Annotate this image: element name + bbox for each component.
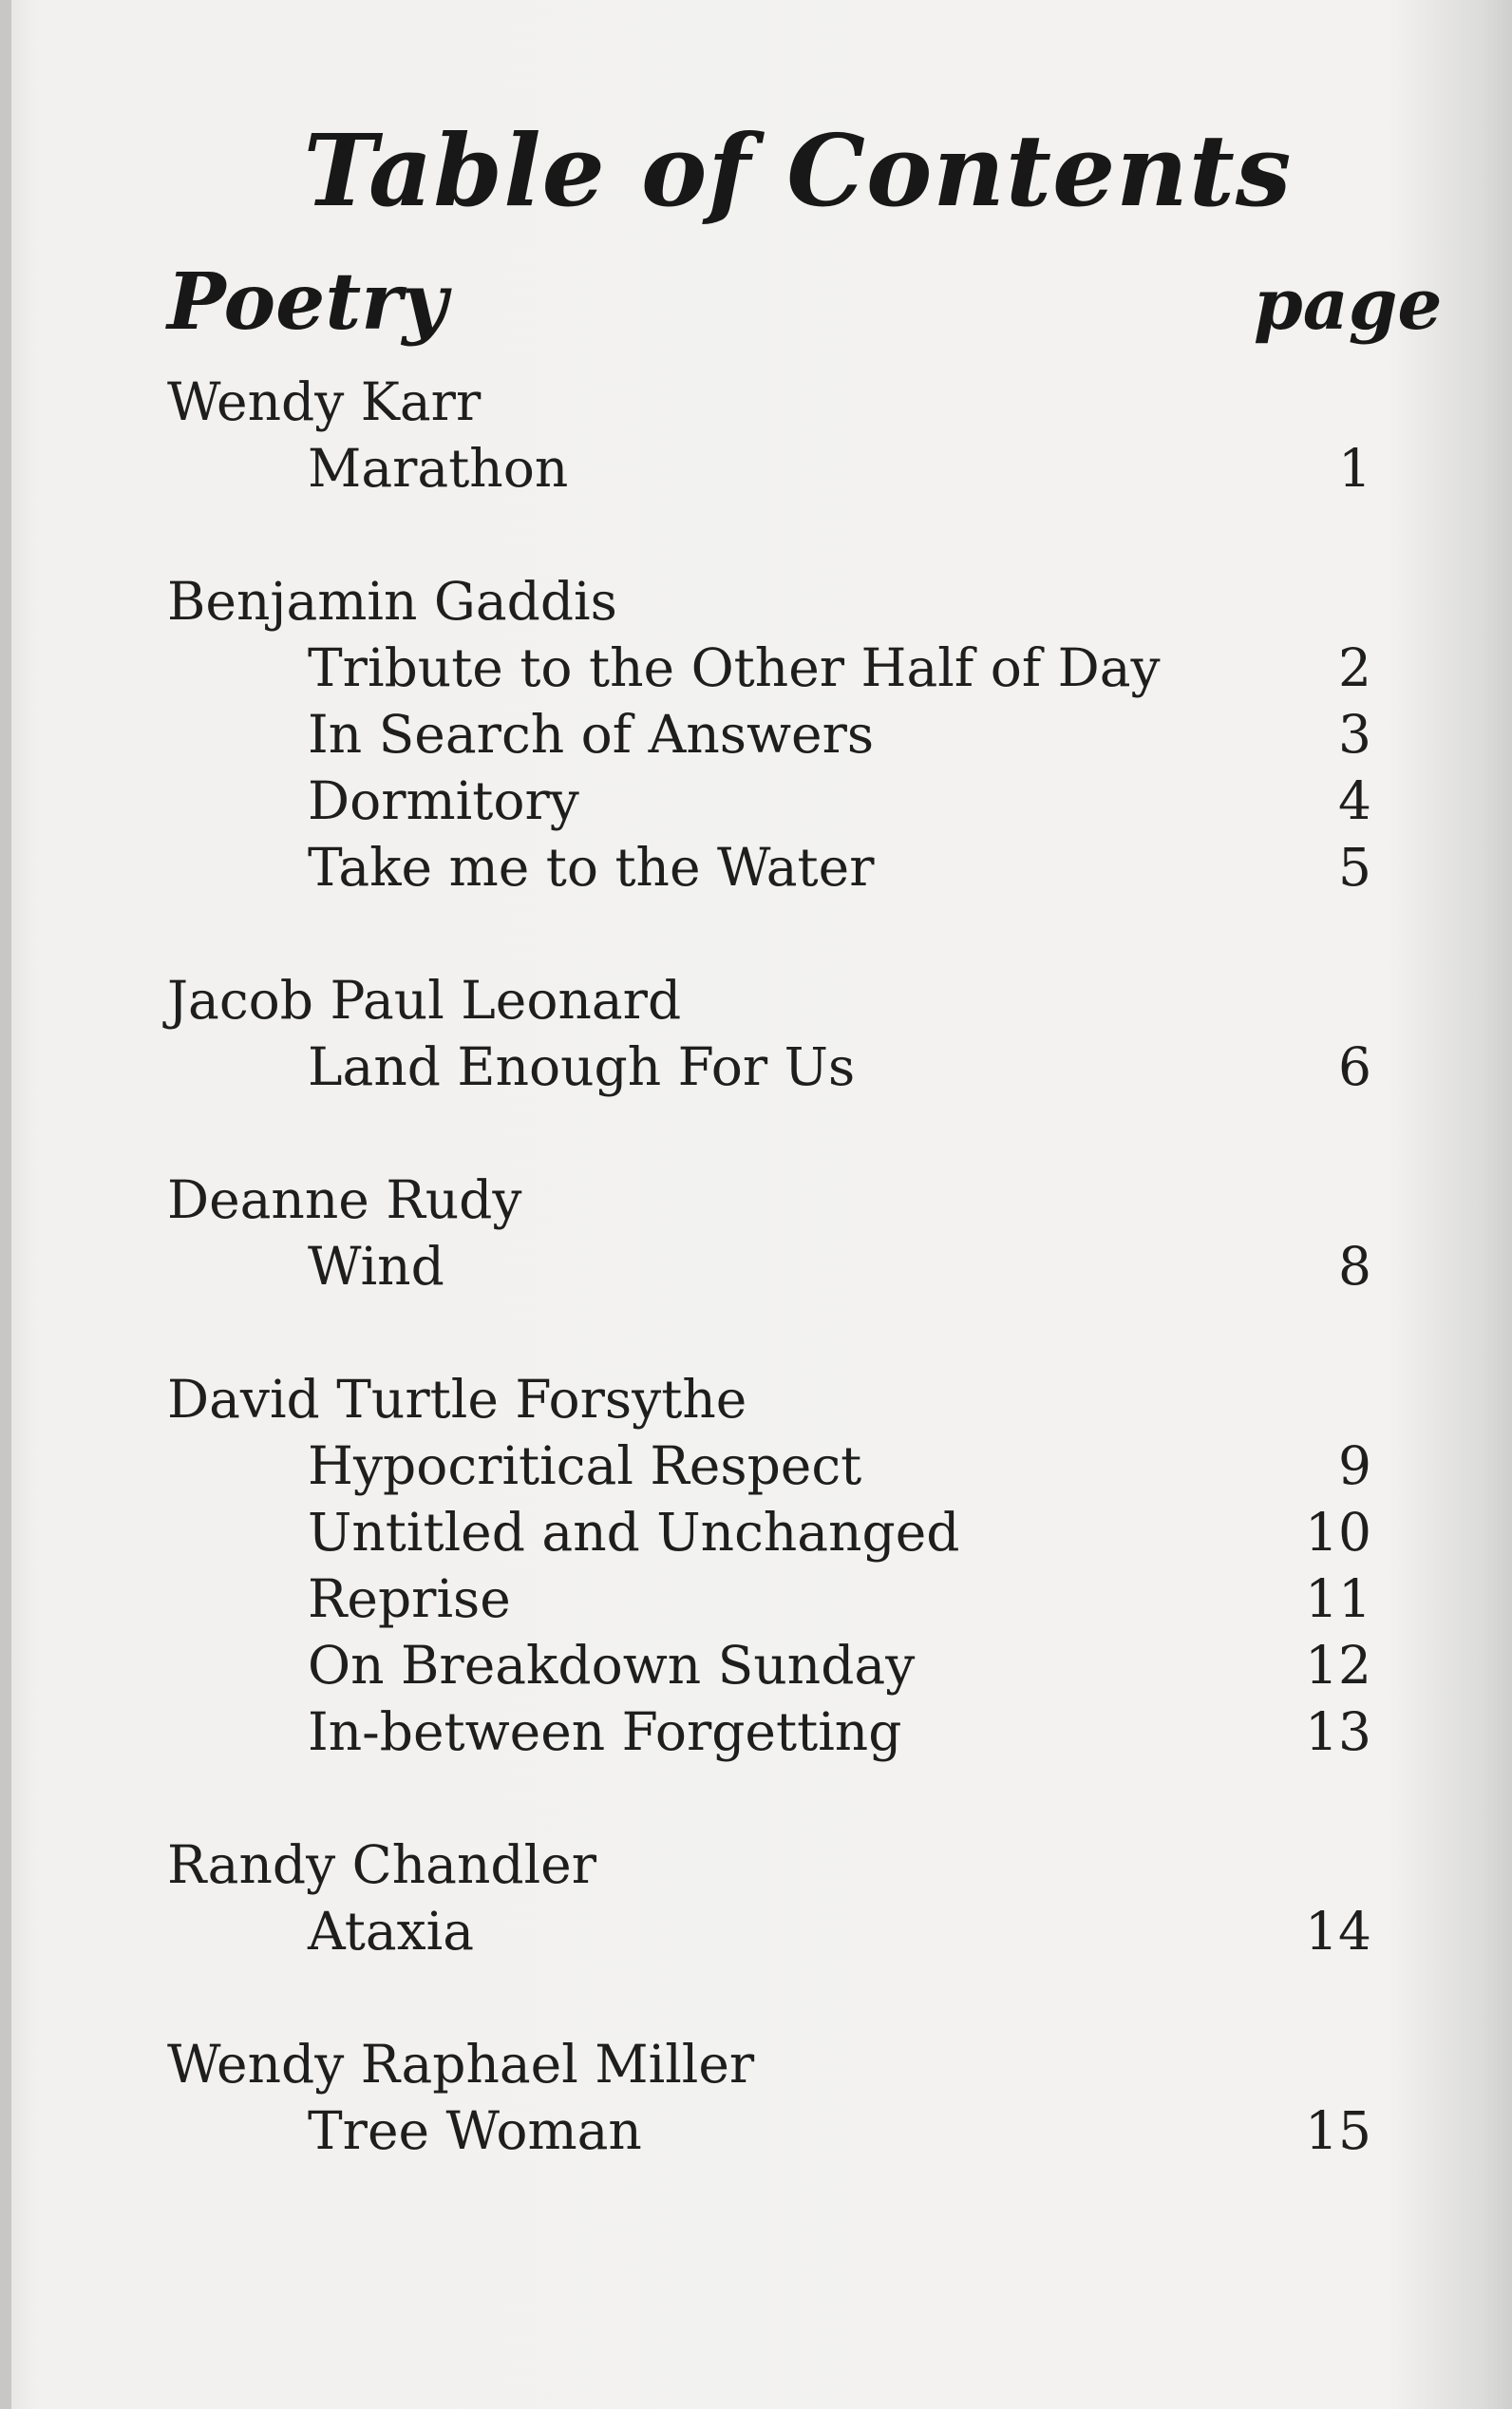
work-entry <box>0 834 1512 901</box>
page-number: 13 <box>1305 1701 1371 1762</box>
work-title: On Breakdown Sunday <box>308 1635 916 1696</box>
work-title: Marathon <box>308 438 569 499</box>
author-group <box>0 568 1512 901</box>
work-entry <box>0 635 1512 701</box>
author-group <box>0 2031 1512 2164</box>
author-row <box>0 568 1512 635</box>
author-row <box>0 369 1512 435</box>
author-group <box>0 369 1512 502</box>
author-name: Wendy Karr <box>167 371 482 432</box>
author-row <box>0 1167 1512 1233</box>
work-entry <box>0 1233 1512 1299</box>
author-group <box>0 1366 1512 1765</box>
page-title: Table of Contents <box>303 112 1293 229</box>
work-entry <box>0 1432 1512 1499</box>
author-name: Randy Chandler <box>167 1834 597 1895</box>
author-name: Benjamin Gaddis <box>167 571 617 632</box>
work-title: Ataxia <box>308 1901 475 1962</box>
page-column-heading: page <box>1254 264 1443 346</box>
author-group <box>0 1167 1512 1299</box>
work-title: Tree Woman <box>308 2100 642 2161</box>
author-row <box>0 1831 1512 1898</box>
page-number: 4 <box>1338 770 1371 831</box>
page-number: 2 <box>1338 637 1371 698</box>
author-name: Jacob Paul Leonard <box>167 970 682 1031</box>
page-number: 1 <box>1338 438 1371 499</box>
work-entry <box>0 1034 1512 1100</box>
work-title: Tribute to the Other Half of Day <box>308 637 1161 698</box>
author-name: Deanne Rudy <box>167 1169 522 1230</box>
work-title: Reprise <box>308 1568 511 1629</box>
page-number: 11 <box>1305 1568 1371 1629</box>
work-title: Take me to the Water <box>308 837 875 898</box>
page-number: 5 <box>1338 837 1371 898</box>
work-title: Hypocritical Respect <box>308 1435 862 1496</box>
page-number: 10 <box>1305 1502 1371 1563</box>
work-entry <box>0 435 1512 502</box>
work-entry <box>0 1632 1512 1698</box>
work-entry <box>0 701 1512 768</box>
page-number: 9 <box>1338 1435 1371 1496</box>
work-title: Land Enough For Us <box>308 1036 856 1097</box>
page-number: 14 <box>1305 1901 1371 1962</box>
work-entry <box>0 1565 1512 1632</box>
contents-list <box>0 369 1512 2230</box>
section-heading: Poetry <box>167 256 448 348</box>
page-number: 8 <box>1338 1236 1371 1297</box>
author-row <box>0 2031 1512 2097</box>
author-group <box>0 967 1512 1100</box>
author-group <box>0 1831 1512 1964</box>
work-title: Untitled and Unchanged <box>308 1502 960 1563</box>
work-entry <box>0 768 1512 834</box>
page-number: 15 <box>1305 2100 1371 2161</box>
work-title: Wind <box>308 1236 444 1297</box>
work-title: Dormitory <box>308 770 579 831</box>
work-title: In Search of Answers <box>308 704 875 765</box>
author-name: Wendy Raphael Miller <box>167 2034 755 2095</box>
page-number: 3 <box>1338 704 1371 765</box>
work-entry <box>0 2097 1512 2164</box>
author-row <box>0 1366 1512 1432</box>
page-number: 12 <box>1305 1635 1371 1696</box>
work-entry <box>0 1499 1512 1565</box>
page-number: 6 <box>1338 1036 1371 1097</box>
work-entry <box>0 1698 1512 1765</box>
work-title: In-between Forgetting <box>308 1701 902 1762</box>
work-entry <box>0 1898 1512 1964</box>
author-name: David Turtle Forsythe <box>167 1369 747 1430</box>
author-row <box>0 967 1512 1034</box>
